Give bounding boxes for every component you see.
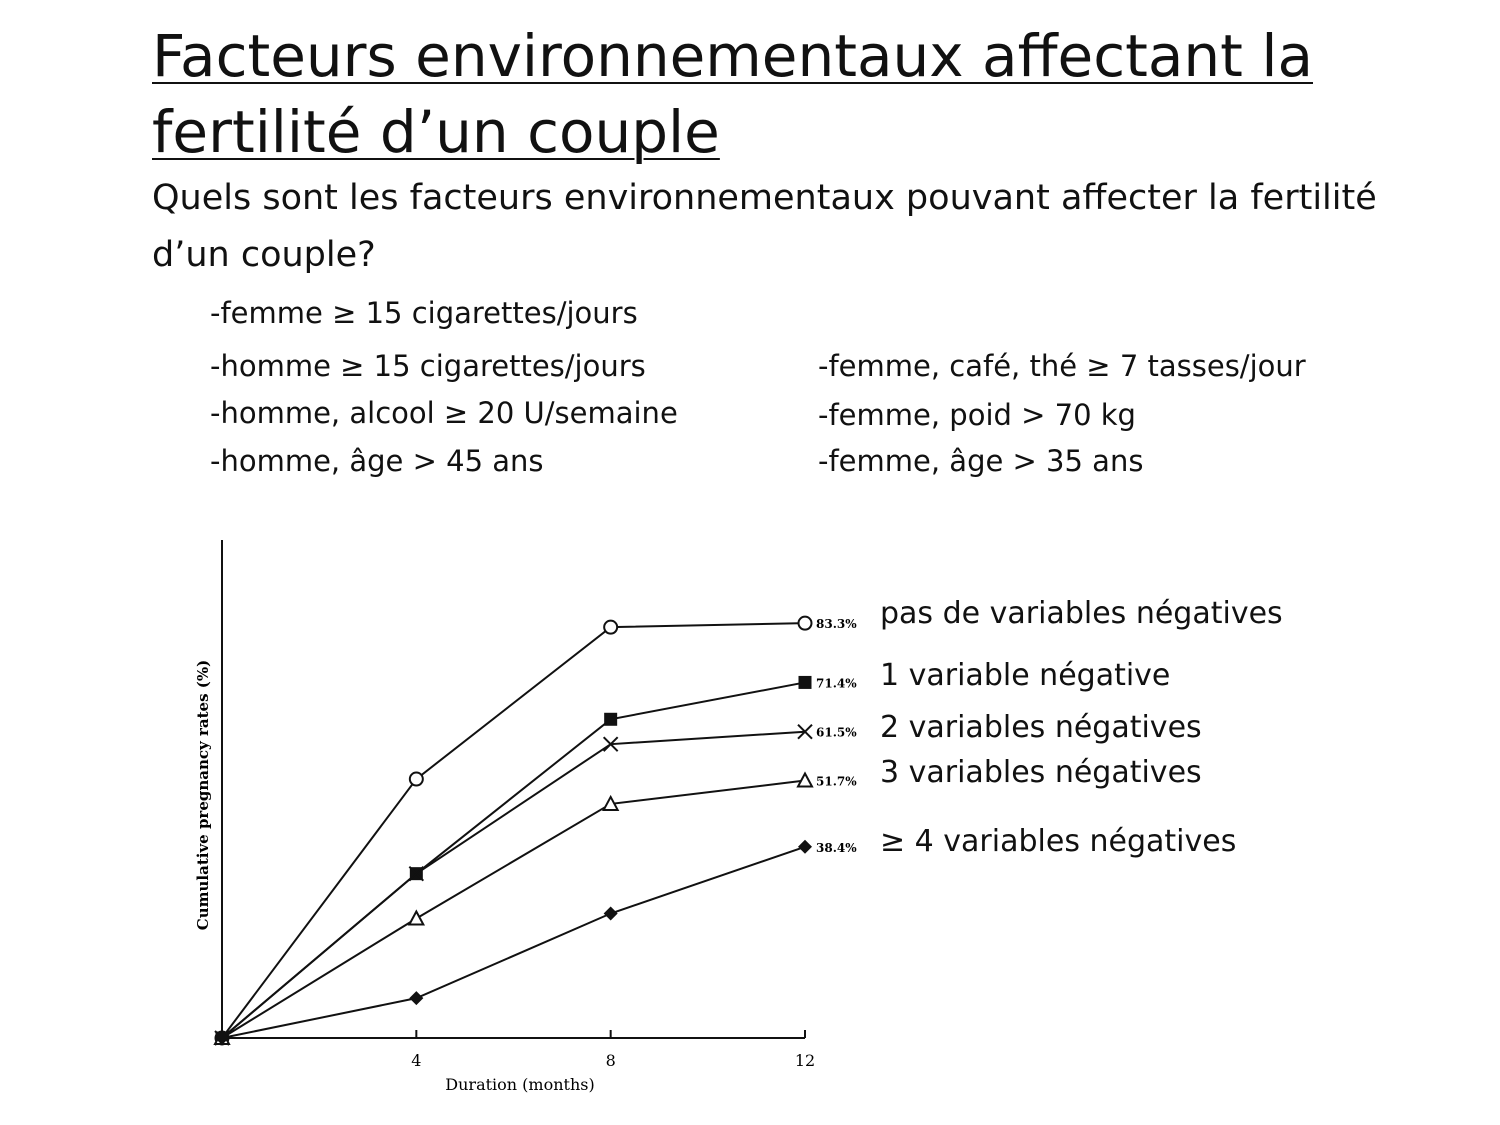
factor-man-age: -homme, âge > 45 ans bbox=[210, 444, 544, 478]
data-point-open-circle bbox=[410, 773, 423, 786]
factor-woman-cigarettes: -femme ≥ 15 cigarettes/jours bbox=[210, 296, 638, 330]
series-line-x bbox=[222, 732, 805, 1038]
data-point-open-triangle bbox=[409, 911, 423, 924]
factor-woman-age: -femme, âge > 35 ans bbox=[818, 444, 1144, 478]
x-tick-label: 12 bbox=[794, 1051, 816, 1070]
data-point-open-circle bbox=[799, 617, 812, 630]
x-tick-label: 4 bbox=[411, 1051, 422, 1070]
legend-label-no-variable: pas de variables négatives bbox=[880, 596, 1283, 631]
slide-question: Quels sont les facteurs environnementaux pouvant affecter la fertilité d’un couple? bbox=[152, 178, 1377, 275]
data-point-filled-diamond bbox=[409, 991, 423, 1005]
factor-woman-coffee: -femme, café, thé ≥ 7 tasses/jour bbox=[818, 349, 1306, 383]
data-point-filled-square bbox=[799, 676, 812, 689]
series-end-label: 51.7% bbox=[816, 774, 857, 789]
series-line-filled-diamond bbox=[222, 847, 805, 1038]
factor-man-alcohol: -homme, alcool ≥ 20 U/semaine bbox=[210, 396, 678, 430]
series-line-open-circle bbox=[222, 623, 805, 1038]
series-line-open-triangle bbox=[222, 781, 805, 1038]
legend-label-4-plus-variables: ≥ 4 variables négatives bbox=[880, 824, 1237, 859]
series-end-label: 83.3% bbox=[816, 617, 857, 632]
series-end-label: 61.5% bbox=[816, 725, 857, 740]
data-point-open-triangle bbox=[798, 774, 812, 787]
data-point-filled-diamond bbox=[604, 907, 618, 921]
data-point-filled-diamond bbox=[798, 840, 812, 854]
x-axis-label: Duration (months) bbox=[445, 1075, 595, 1094]
legend-label-2-variables: 2 variables négatives bbox=[880, 710, 1202, 745]
legend-label-3-variables: 3 variables négatives bbox=[880, 755, 1202, 790]
factor-man-cigarettes: -homme ≥ 15 cigarettes/jours bbox=[210, 349, 646, 383]
legend-label-1-variable: 1 variable négative bbox=[880, 658, 1171, 693]
data-point-open-circle bbox=[604, 621, 617, 634]
factor-woman-weight: -femme, poid > 70 kg bbox=[818, 398, 1136, 432]
series-end-label: 71.4% bbox=[816, 676, 857, 691]
y-axis-label: Cumulative pregnancy rates (%) bbox=[194, 659, 212, 931]
x-tick-label: 8 bbox=[605, 1051, 616, 1070]
slide-title: Facteurs environnementaux affectant la fertilité d’un couple bbox=[152, 22, 1313, 166]
series-end-label: 38.4% bbox=[816, 840, 857, 855]
data-point-filled-square bbox=[604, 713, 617, 726]
